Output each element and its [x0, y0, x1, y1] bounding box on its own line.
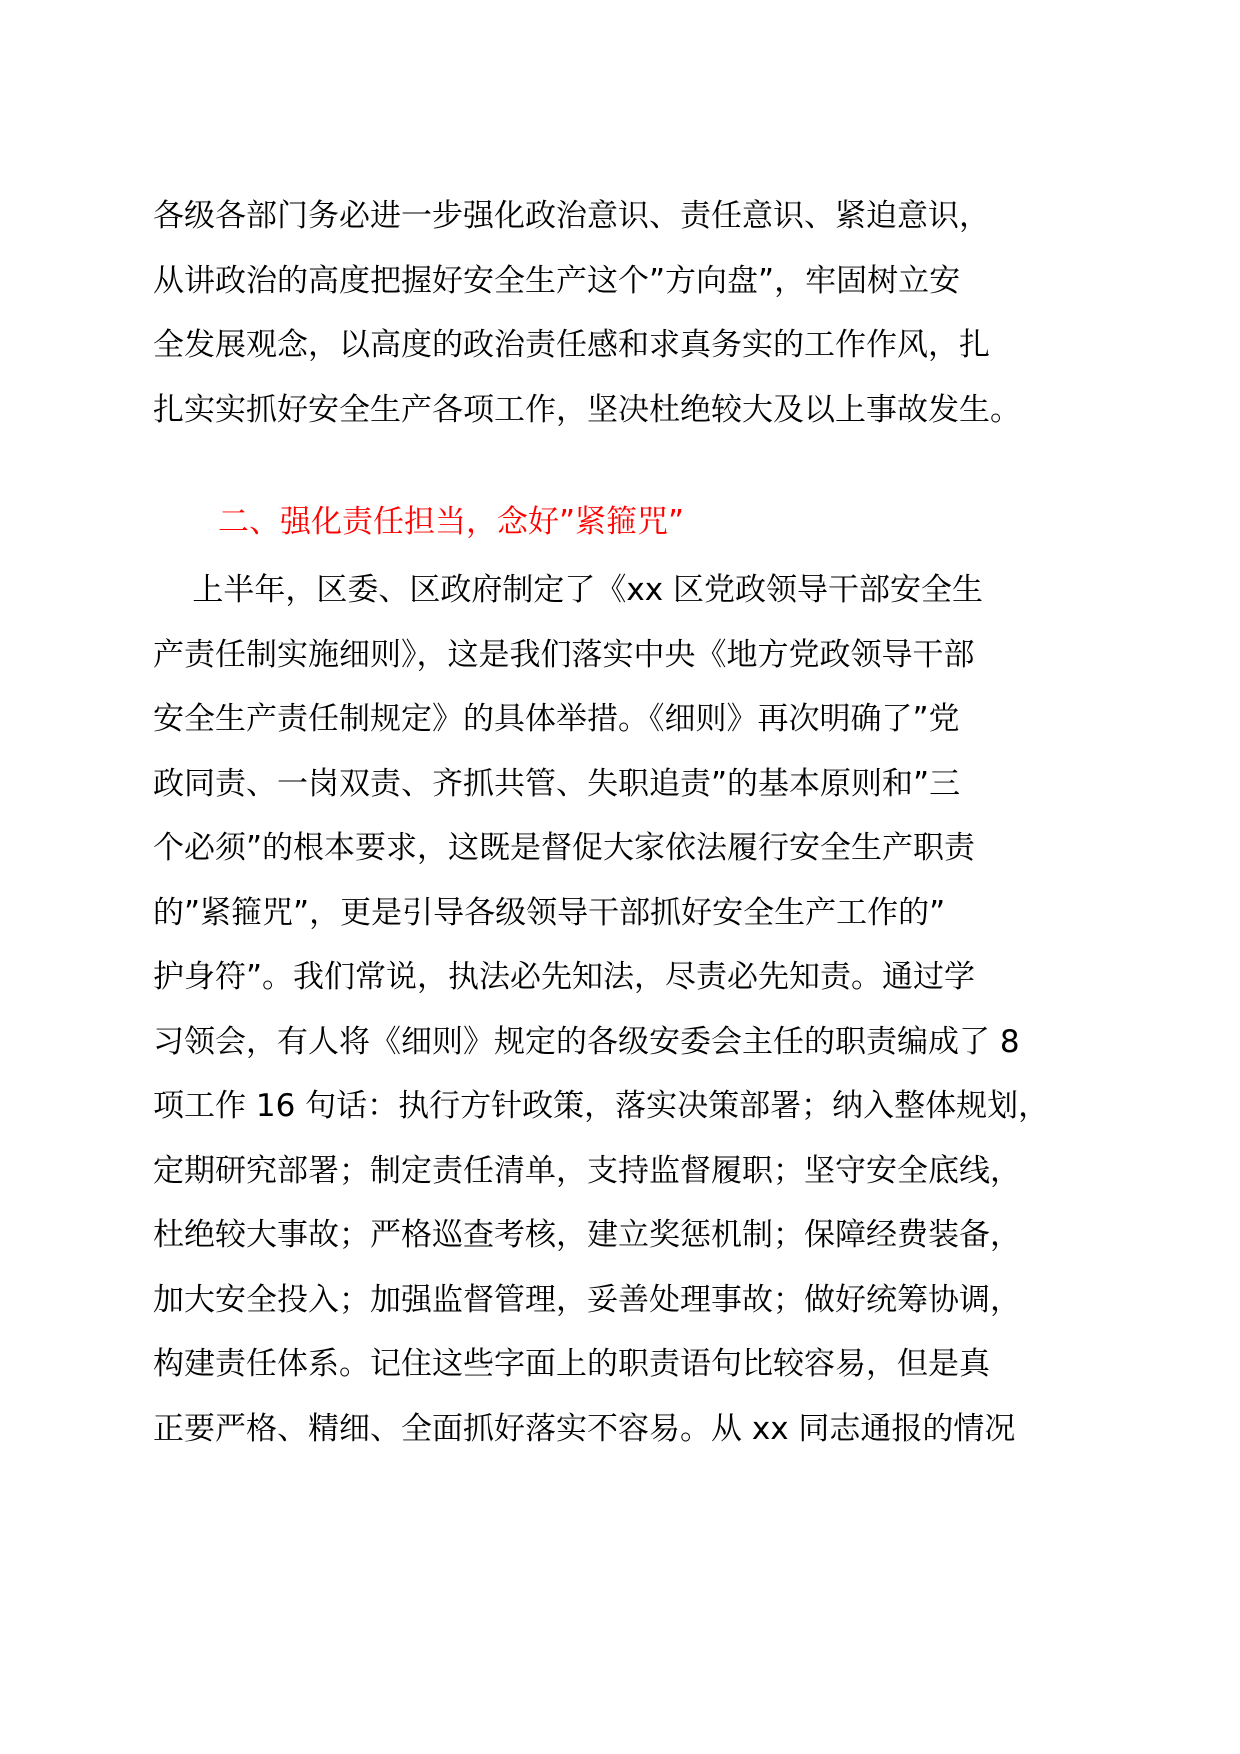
paragraph-line: 加大安全投入；加强监督管理，妥善处理事故；做好统筹协调， [153, 1281, 1021, 1318]
paragraph-line: 扎实实抓好安全生产各项工作，坚决杜绝较大及以上事故发生。 [153, 391, 1021, 428]
paragraph-line: 护身符”。我们常说，执法必先知法，尽责必先知责。通过学 [153, 959, 976, 995]
paragraph-line: 上半年，区委、区政府制定了《xx 区党政领导干部安全生 [153, 572, 983, 608]
paragraph-line: 产责任制实施细则》，这是我们落实中央《地方党政领导干部 [153, 636, 975, 673]
body-paragraph-2 [153, 558, 1093, 1461]
paragraph-line: 的”紧箍咒”，更是引导各级领导干部抓好安全生产工作的” [153, 894, 946, 931]
section-heading: 二、强化责任担当，念好”紧箍咒” [218, 504, 685, 540]
paragraph-line: 从讲政治的高度把握好安全生产这个”方向盘”，牢固树立安 [153, 262, 961, 299]
paragraph-line: 安全生产责任制规定》的具体举措。《细则》再次明确了”党 [153, 701, 960, 737]
paragraph-line: 正要严格、精细、全面抓好落实不容易。从 xx 同志通报的情况 [153, 1410, 1016, 1447]
paragraph-line: 全发展观念，以高度的政治责任感和求真务实的工作作风，扎 [153, 327, 990, 363]
paragraph-line: 习领会，有人将《细则》规定的各级安委会主任的职责编成了 8 [153, 1023, 1020, 1060]
paragraph-line: 杜绝较大事故；严格巡查考核，建立奖惩机制；保障经费装备， [153, 1217, 1021, 1253]
paragraph-line: 定期研究部署；制定责任清单，支持监督履职；坚守安全底线， [153, 1152, 1021, 1189]
paragraph-line: 项工作 16 句话：执行方针政策，落实决策部署；纳入整体规划， [153, 1088, 1050, 1124]
paragraph-line: 各级各部门务必进一步强化政治意识、责任意识、紧迫意识， [153, 198, 990, 234]
paragraph-line: 个必须”的根本要求，这既是督促大家依法履行安全生产职责 [153, 830, 976, 866]
paragraph-line: 政同责、一岗双责、齐抓共管、失职追责”的基本原则和”三 [153, 765, 961, 802]
body-paragraph-1 [153, 184, 1093, 442]
paragraph-line: 构建责任体系。记住这些字面上的职责语句比较容易，但是真 [153, 1346, 990, 1382]
